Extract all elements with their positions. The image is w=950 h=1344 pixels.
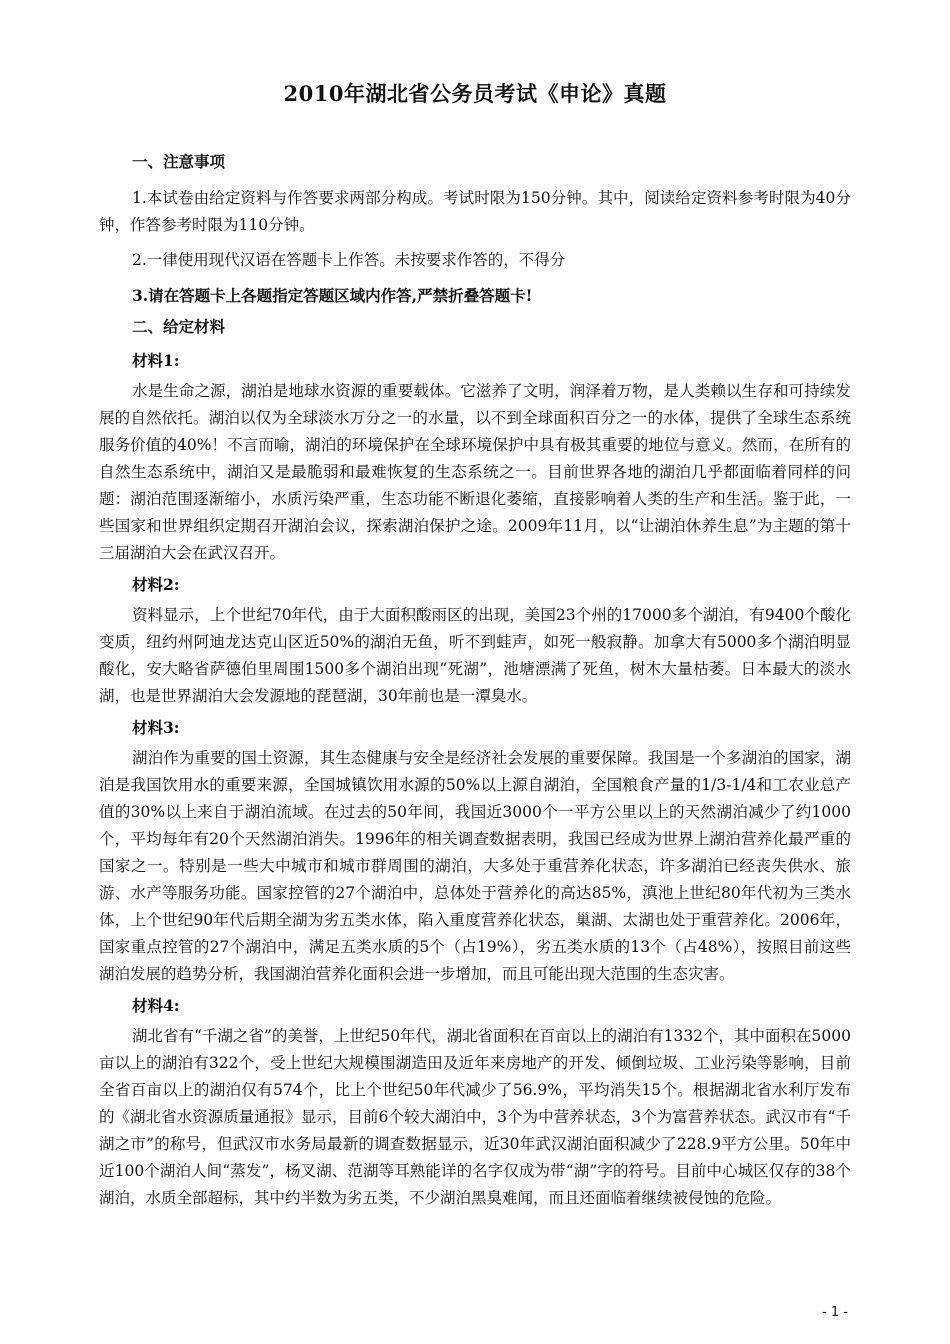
material-2-heading: 材料2: (132, 575, 180, 594)
material-1-heading: 材料1: (132, 351, 180, 370)
material-4-heading: 材料4: (132, 996, 180, 1015)
document-title: 2010年湖北省公务员考试《申论》真题 (283, 81, 667, 106)
note-1: 1.本试卷由给定资料与作答要求两部分构成。考试时限为150分钟。其中，阅读给定资料参考时限为40分钟，作答参考时限为110分钟。 (99, 189, 851, 234)
document-body (99, 152, 851, 1219)
material-3-heading: 材料3: (132, 718, 180, 737)
note-3: 3.请在答题卡上各题指定答题区域内作答,严禁折叠答题卡! (132, 286, 533, 305)
material-2-text: 资料显示，上个世纪70年代，由于大面积酸雨区的出现，美国23个州的17000多个湖泊，有9400个酸化变质，纽约州阿迪龙达克山区近50%的湖泊无鱼，听不到蛙声，如死一般寂静。加拿大有5000多个湖泊明显酸化，安大略省萨德伯里周围1500多个湖泊出现“死湖”，池塘漂满了死鱼，树木大量枯萎。日本最大的淡水湖，也是世界湖泊大会发源地的琵琶湖，30年前也是一潭臭水。 (99, 606, 851, 705)
section-heading-materials: 二、给定材料 (132, 317, 226, 336)
note-2: 2.一律使用现代汉语在答题卡上作答。未按要求作答的，不得分 (132, 251, 566, 269)
material-1-text: 水是生命之源，湖泊是地球水资源的重要载体。它滋养了文明，润泽着万物，是人类赖以生存和可持续发展的自然依托。湖泊以仅为全球淡水万分之一的水量，以不到全球面积百分之一的水体，提供了全球生态系统服务价值的40%！不言而喻，湖泊的环境保护在全球环境保护中具有极其重要的地位与意义。然而，在所有的自然生态系统中，湖泊又是最脆弱和最难恢复的生态系统之一。目前世界各地的湖泊几乎都面临着同样的问题：湖泊范围逐渐缩小，水质污染严重，生态功能不断退化萎缩，直接影响着人类的生产和生活。鉴于此，一些国家和世界组织定期召开湖泊会议，探索湖泊保护之途。2009年11月，以“让湖泊休养生息”为主题的第十三届湖泊大会在武汉召开。 (99, 382, 851, 562)
page-number: - 1 - (822, 1305, 848, 1320)
material-3-text: 湖泊作为重要的国土资源，其生态健康与安全是经济社会发展的重要保障。我国是一个多湖泊的国家，湖泊是我国饮用水的重要来源，全国城镇饮用水源的50%以上源自湖泊，全国粮食产量的1/3-1/4和工农业总产值的30%以上来自于湖泊流域。在过去的50年间，我国近3000个一平方公里以上的天然湖泊减少了约1000个，平均每年有20个天然湖泊消失。1996年的相关调查数据表明，我国已经成为世界上湖泊营养化最严重的国家之一。特别是一些大中城市和城市群周围的湖泊，大多处于重营养化状态，许多湖泊已经丧失供水、旅游、水产等服务功能。国家控管的27个湖泊中，总体处于营养化的高达85%，滇池上世纪80年代初为三类水体，上个世纪90年代后期全湖为劣五类水体，陷入重度营养化状态，巢湖、太湖也处于重营养化。2006年，国家重点控管的27个湖泊中，满足五类水质的5个（占19%），劣五类水质的13个（占48%），按照目前这些湖泊发展的趋势分析，我国湖泊营养化面积会进一步增加，而且可能出现大范围的生态灾害。 (99, 749, 851, 983)
section-heading-notes: 一、注意事项 (132, 152, 226, 171)
material-4-text: 湖北省有“千湖之省”的美誉，上世纪50年代，湖北省面积在百亩以上的湖泊有1332个，其中面积在5000亩以上的湖泊有322个，受上世纪大规模围湖造田及近年来房地产的开发、倾倒垃圾、工业污染等影响，目前全省百亩以上的湖泊仅有574个，比上个世纪50年代减少了56.9%，平均消失15个。根据湖北省水利厅发布的《湖北省水资源质量通报》显示，目前6个较大湖泊中，3个为中营养状态，3个为富营养状态。武汉市有“千湖之市”的称号，但武汉市水务局最新的调查数据显示，近30年武汉湖泊面积减少了228.9平方公里。50年中近100个湖泊人间“蒸发”，杨叉湖、范湖等耳熟能详的名字仅成为带“湖”字的符号。目前中心城区仅存的38个湖泊，水质全部超标，其中约半数为劣五类，不少湖泊黑臭难闻，而且还面临着继续被侵蚀的危险。 (99, 1027, 851, 1207)
